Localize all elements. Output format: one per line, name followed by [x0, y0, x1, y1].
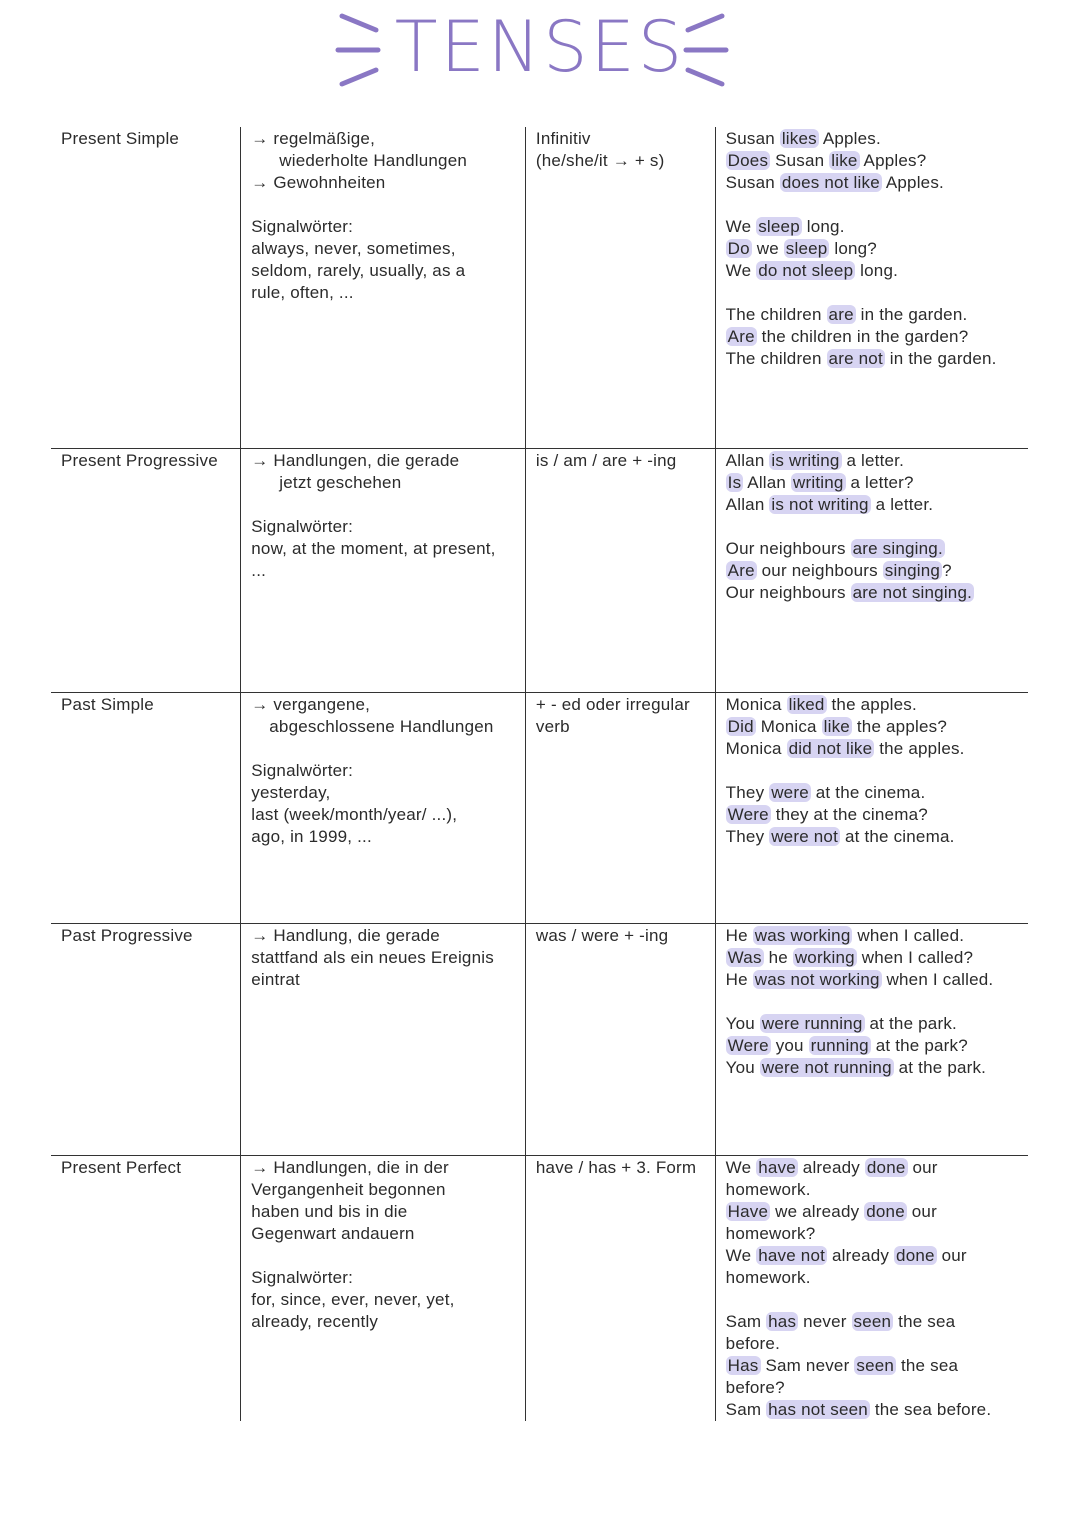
example-sentence	[726, 1057, 1028, 1079]
sentence-text: He	[725, 925, 753, 945]
example-sentence	[726, 582, 1028, 604]
example-sentence	[726, 969, 1028, 991]
usage-line: haben und bis in die	[251, 1201, 408, 1221]
usage-line: Gegenwart andauern	[251, 1223, 415, 1243]
sentence-text: we already	[770, 1201, 865, 1221]
examples-cell	[715, 1155, 1028, 1421]
sentence-text: Sam	[725, 1311, 767, 1331]
verb-highlight: working	[794, 947, 855, 967]
sentence-text: he	[763, 947, 793, 967]
verb-highlight: are not singing.	[852, 582, 973, 602]
form-cell	[525, 692, 715, 923]
sentence-text: long?	[829, 239, 877, 258]
sentence-text: at the park.	[893, 1057, 987, 1077]
tenses-table-body	[51, 127, 1028, 1421]
verb-highlight: have	[758, 1157, 796, 1177]
table-row	[51, 448, 1028, 692]
table-row	[51, 923, 1028, 1155]
sentence-text: homework.	[725, 1267, 811, 1287]
sentence-text: when I called.	[852, 925, 965, 945]
example-sentence	[726, 238, 1028, 260]
form-line: was / were + -ing	[535, 925, 669, 945]
example-sentence	[726, 1377, 1028, 1399]
example-sentence	[726, 804, 1028, 826]
sentence-text: The children	[725, 305, 827, 324]
examples-cell	[715, 127, 1028, 448]
tense-name-cell	[51, 923, 241, 1155]
example-sentence	[726, 1035, 1028, 1057]
verb-highlight: has	[768, 1311, 797, 1331]
example-sentence	[726, 1355, 1028, 1377]
example-sentence	[726, 326, 1028, 348]
verb-highlight: has not seen	[768, 1399, 868, 1419]
signal-words-line: now, at the moment, at present,	[251, 538, 496, 558]
example-sentence	[726, 925, 1028, 947]
verb-highlight: done	[866, 1157, 906, 1177]
sentence-text: long.	[801, 217, 845, 236]
sentence-text: a letter?	[845, 472, 914, 492]
sentence-text: a letter.	[870, 494, 934, 514]
example-sentence	[726, 128, 1028, 150]
form-cell	[525, 448, 715, 692]
tenses-table	[51, 127, 1028, 1421]
usage-line: wiederholte Handlungen	[279, 151, 468, 170]
signal-words-line: ago, in 1999, ...	[251, 826, 372, 846]
example-sentence	[726, 1223, 1028, 1245]
signal-words-label: Signalwörter:	[251, 516, 354, 536]
usage-line: → regelmäßige,	[251, 129, 375, 148]
sparkle-lines-right-icon	[676, 8, 732, 92]
sentence-text: Allan	[725, 494, 770, 514]
usage-line: Vergangenheit begonnen	[251, 1179, 446, 1199]
verb-highlight: sleep	[758, 217, 800, 236]
example-sentence	[726, 1201, 1028, 1223]
sentence-text: We	[725, 261, 757, 280]
sentence-text: Sam never	[760, 1355, 855, 1375]
verb-highlight: are not	[828, 349, 883, 368]
usage-line: eintrat	[251, 969, 300, 989]
form-cell	[525, 1155, 715, 1421]
sentence-text: they at the cinema?	[770, 804, 928, 824]
form-cell	[525, 923, 715, 1155]
sentence-text: Monica	[725, 694, 787, 714]
sentence-text: You	[725, 1057, 760, 1077]
verb-highlight: liked	[788, 694, 825, 714]
example-group	[726, 1157, 1028, 1289]
example-sentence	[726, 538, 1028, 560]
verb-highlight: were	[771, 782, 809, 802]
example-group	[726, 128, 1028, 194]
usage-line: → Handlungen, die gerade	[251, 450, 460, 470]
example-sentence	[726, 1399, 1028, 1421]
sentence-text: the apples?	[851, 716, 947, 736]
sentence-text: the sea before.	[869, 1399, 992, 1419]
example-group	[726, 538, 1028, 604]
form-line: (he/she/it → + s)	[535, 151, 665, 170]
verb-highlight: were not	[771, 826, 839, 846]
usage-line: → vergangene,	[251, 694, 371, 714]
page-title: TENSES	[394, 6, 686, 88]
sentence-text: Susan	[725, 129, 780, 148]
example-group	[726, 450, 1028, 516]
example-sentence	[726, 826, 1028, 848]
example-sentence	[726, 1013, 1028, 1035]
table-row	[51, 692, 1028, 923]
table-row	[51, 1155, 1028, 1421]
sentence-text: the apples.	[874, 738, 965, 758]
signal-words-label: Signalwörter:	[251, 217, 354, 236]
example-sentence	[726, 560, 1028, 582]
form-line: Infinitiv	[535, 129, 591, 148]
signal-words-line: ...	[251, 560, 267, 580]
tense-name-cell	[51, 692, 241, 923]
sentence-text: The children	[725, 349, 827, 368]
sentence-text: at the park?	[870, 1035, 968, 1055]
signal-words-line: always, never, sometimes,	[251, 239, 456, 258]
sentence-text: the sea	[896, 1355, 959, 1375]
verb-highlight: are singing.	[852, 538, 943, 558]
sentence-text: our	[936, 1245, 967, 1265]
verb-highlight: Do	[727, 239, 750, 258]
verb-highlight: done	[896, 1245, 935, 1265]
tense-name-cell	[51, 448, 241, 692]
form-line: is / am / are + -ing	[535, 450, 677, 470]
example-sentence	[726, 1245, 1028, 1267]
example-sentence	[726, 1157, 1028, 1179]
examples-cell	[715, 692, 1028, 923]
sentence-text: already	[827, 1245, 895, 1265]
verb-highlight: like	[831, 151, 858, 170]
example-sentence	[726, 450, 1028, 472]
example-group	[726, 216, 1028, 282]
usage-cell	[241, 1155, 526, 1421]
sentence-text: before?	[725, 1377, 785, 1397]
usage-line: abgeschlossene Handlungen	[269, 716, 494, 736]
verb-highlight: writing	[793, 472, 844, 492]
sentence-text: our	[906, 1201, 937, 1221]
sentence-text: the apples.	[826, 694, 917, 714]
form-line: + - ed oder irregular	[535, 694, 690, 714]
sentence-text: the children in the garden?	[756, 327, 969, 346]
example-sentence	[726, 150, 1028, 172]
verb-highlight: likes	[781, 129, 817, 148]
verb-highlight: running	[810, 1035, 869, 1055]
signal-words-line: for, since, ever, never, yet,	[251, 1289, 455, 1309]
form-line: verb	[535, 716, 570, 736]
example-sentence	[726, 738, 1028, 760]
verb-highlight: Has	[727, 1355, 759, 1375]
sentence-text: when I called?	[856, 947, 974, 967]
verb-highlight: Were	[727, 1035, 769, 1055]
tense-name: Present Simple	[61, 129, 180, 148]
sentence-text: homework?	[725, 1223, 816, 1243]
sentence-text: long.	[855, 261, 899, 280]
verb-highlight: have not	[758, 1245, 826, 1265]
sentence-text: We	[725, 1245, 757, 1265]
sentence-text: Apples.	[881, 173, 944, 192]
signal-words-label: Signalwörter:	[251, 1267, 354, 1287]
example-group	[726, 304, 1028, 370]
tense-name: Past Simple	[61, 694, 154, 714]
usage-line: jetzt geschehen	[279, 472, 402, 492]
sentence-text: Sam	[725, 1399, 767, 1419]
example-sentence	[726, 1179, 1028, 1201]
sentence-text: Monica	[725, 738, 787, 758]
example-group	[726, 694, 1028, 760]
usage-line: → Handlung, die gerade	[251, 925, 440, 945]
example-group	[726, 782, 1028, 848]
sentence-text: Allan	[725, 450, 770, 470]
example-sentence	[726, 260, 1028, 282]
sentence-text: homework.	[725, 1179, 811, 1199]
sentence-text: Apples?	[859, 151, 927, 170]
verb-highlight: was working	[754, 925, 851, 945]
example-group	[726, 925, 1028, 991]
verb-highlight: was not working	[754, 969, 880, 989]
example-sentence	[726, 716, 1028, 738]
signal-words-line: yesterday,	[251, 782, 331, 802]
example-sentence	[726, 494, 1028, 516]
sentence-text: Susan	[725, 173, 780, 192]
example-group	[726, 1311, 1028, 1421]
examples-cell	[715, 923, 1028, 1155]
usage-line: stattfand als ein neues Ereignis	[251, 947, 494, 967]
verb-highlight: does not like	[781, 173, 880, 192]
verb-highlight: Are	[727, 327, 755, 346]
example-sentence	[726, 172, 1028, 194]
sentence-text: our	[907, 1157, 938, 1177]
verb-highlight: do not sleep	[758, 261, 854, 280]
verb-highlight: Were	[727, 804, 769, 824]
tense-name-cell	[51, 127, 241, 448]
sentence-text: in the garden.	[855, 305, 968, 324]
verb-highlight: are	[828, 305, 854, 324]
sentence-text: we	[751, 239, 784, 258]
sentence-text: We	[725, 1157, 757, 1177]
verb-highlight: were running	[761, 1013, 863, 1033]
sentence-text: Our neighbours	[725, 538, 851, 558]
verb-highlight: like	[823, 716, 850, 736]
example-sentence	[726, 947, 1028, 969]
verb-highlight: Is	[727, 472, 742, 492]
title-area	[0, 0, 1080, 110]
sentence-text: in the garden.	[884, 349, 997, 368]
verb-highlight: is writing	[771, 450, 840, 470]
signal-words-line: seldom, rarely, usually, as a	[251, 261, 466, 280]
example-sentence	[726, 1311, 1028, 1333]
sentence-text: already	[797, 1157, 865, 1177]
verb-highlight: sleep	[785, 239, 828, 258]
sentence-text: the sea	[893, 1311, 956, 1331]
examples-cell	[715, 448, 1028, 692]
example-sentence	[726, 782, 1028, 804]
sentence-text: Our neighbours	[725, 582, 851, 602]
signal-words-label: Signalwörter:	[251, 760, 354, 780]
sentence-text: He	[725, 969, 753, 989]
sentence-text: Apples.	[818, 129, 881, 148]
signal-words-line: last (week/month/year/ ...),	[251, 804, 458, 824]
verb-highlight: were not running	[761, 1057, 892, 1077]
example-sentence	[726, 694, 1028, 716]
sentence-text: We	[725, 217, 757, 236]
signal-words-line: rule, often, ...	[251, 283, 354, 302]
sentence-text: Monica	[755, 716, 822, 736]
usage-cell	[241, 692, 526, 923]
tense-name: Present Perfect	[61, 1157, 182, 1177]
verb-highlight: is not writing	[771, 494, 869, 514]
example-sentence	[726, 348, 1028, 370]
form-line: have / has + 3. Form	[535, 1157, 697, 1177]
verb-highlight: Does	[727, 151, 769, 170]
example-sentence	[726, 1333, 1028, 1355]
sentence-text: at the park.	[864, 1013, 957, 1033]
sentence-text: a letter.	[841, 450, 905, 470]
sentence-text: you	[770, 1035, 809, 1055]
sentence-text: Susan	[770, 151, 830, 170]
verb-highlight: Have	[727, 1201, 769, 1221]
usage-line: → Gewohnheiten	[251, 173, 386, 192]
sentence-text: at the cinema.	[810, 782, 926, 802]
verb-highlight: done	[866, 1201, 905, 1221]
verb-highlight: seen	[853, 1311, 892, 1331]
usage-line: → Handlungen, die in der	[251, 1157, 449, 1177]
usage-cell	[241, 448, 526, 692]
form-cell	[525, 127, 715, 448]
signal-words-line: already, recently	[251, 1311, 379, 1331]
example-group	[726, 1013, 1028, 1079]
sentence-text: never	[798, 1311, 852, 1331]
sentence-text: before.	[725, 1333, 780, 1353]
example-sentence	[726, 216, 1028, 238]
example-sentence	[726, 472, 1028, 494]
verb-highlight: did not like	[788, 738, 873, 758]
tense-name-cell	[51, 1155, 241, 1421]
sentence-text: our neighbours	[756, 560, 883, 580]
verb-highlight: Was	[727, 947, 762, 967]
verb-highlight: seen	[856, 1355, 895, 1375]
verb-highlight: Are	[727, 560, 755, 580]
example-sentence	[726, 304, 1028, 326]
sentence-text: ?	[942, 560, 952, 580]
tense-name: Present Progressive	[61, 450, 218, 470]
tense-name: Past Progressive	[61, 925, 193, 945]
usage-cell	[241, 127, 526, 448]
sentence-text: You	[725, 1013, 760, 1033]
sentence-text: when I called.	[881, 969, 994, 989]
verb-highlight: singing	[884, 560, 941, 580]
sentence-text: at the cinema.	[840, 826, 955, 846]
table-row	[51, 127, 1028, 448]
verb-highlight: Did	[727, 716, 754, 736]
sentence-text: They	[725, 782, 770, 802]
sentence-text: They	[725, 826, 770, 846]
usage-cell	[241, 923, 526, 1155]
example-sentence	[726, 1267, 1028, 1289]
sentence-text: Allan	[743, 472, 792, 492]
